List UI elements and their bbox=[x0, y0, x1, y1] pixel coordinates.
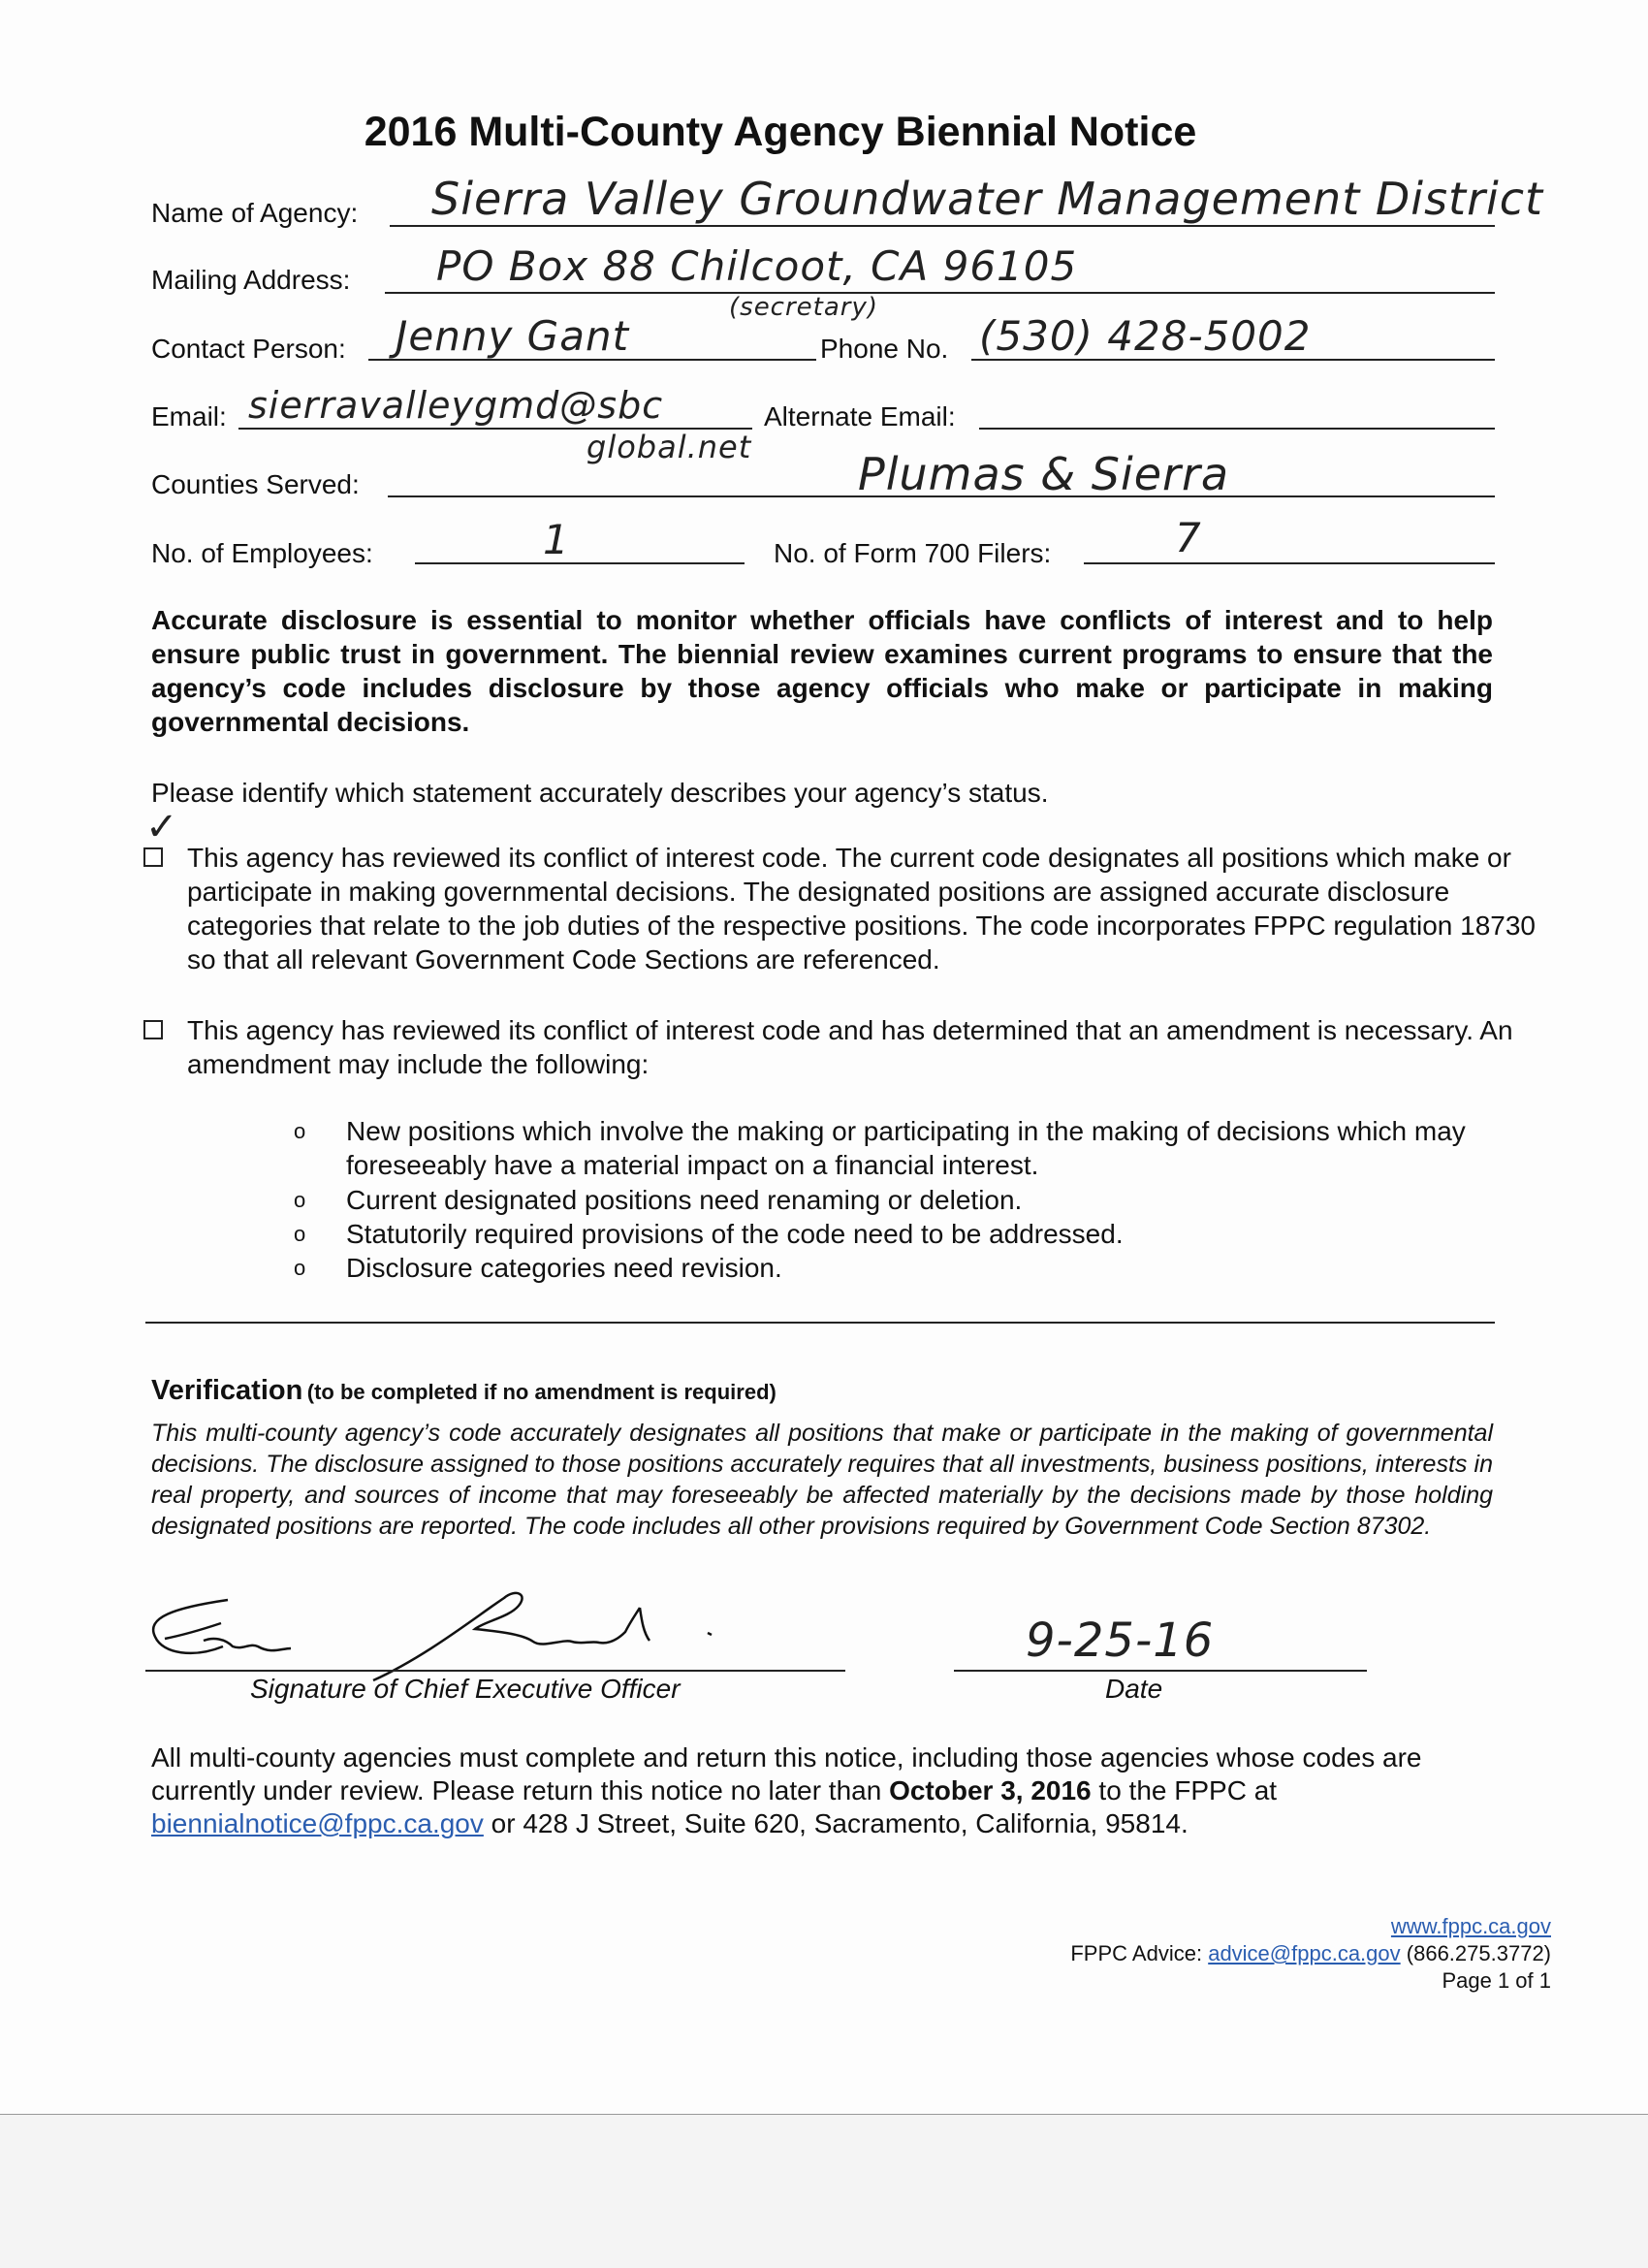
filers-label: No. of Form 700 Filers: bbox=[774, 538, 1052, 568]
option-1-checkbox[interactable] bbox=[143, 847, 163, 867]
alt-email-label: Alternate Email: bbox=[764, 401, 956, 431]
return-instructions-part3: or 428 J Street, Suite 620, Sacramento, California, 95814. bbox=[483, 1808, 1188, 1838]
mailing-label: Mailing Address: bbox=[151, 265, 351, 295]
date-value[interactable]: 9-25-16 bbox=[1026, 1613, 1215, 1668]
advice-email-link[interactable]: advice@fppc.ca.gov bbox=[1208, 1941, 1401, 1965]
option-1-text: This agency has reviewed its conflict of interest code. The current code designates all positions which make or participate in making governmental decisions. The designated positions are assigned accurate disclosure categories that relate to the job duties of the respective positions. The code incorporates FPPC regulation 18730 so that all relevant Government Code Sections are referenced. bbox=[187, 843, 1536, 974]
advice-phone: (866.275.3772) bbox=[1400, 1941, 1551, 1965]
scan-bottom-margin bbox=[0, 2114, 1648, 2268]
agency-line bbox=[390, 225, 1495, 227]
return-instructions-part1: All multi-county agencies must complete and return this notice, including those agencies whose codes are currently under review. Please return this notice no later than bbox=[151, 1742, 1422, 1805]
amendment-bullet-text: New positions which involve the making or participating in the making of decisions which may foreseeably have a material impact on a financial interest. bbox=[346, 1116, 1466, 1180]
alt-email-line[interactable] bbox=[979, 428, 1495, 430]
option-2-checkbox[interactable] bbox=[143, 1020, 163, 1039]
verification-title: Verification bbox=[151, 1375, 303, 1406]
mailing-line bbox=[385, 292, 1495, 294]
page-number: Page 1 of 1 bbox=[1442, 1968, 1551, 1993]
fppc-website-link[interactable]: www.fppc.ca.gov bbox=[1390, 1914, 1551, 1938]
counties-label: Counties Served: bbox=[151, 469, 360, 499]
agency-label: Name of Agency: bbox=[151, 198, 359, 228]
document-title: 2016 Multi-County Agency Biennial Notice bbox=[364, 109, 1197, 155]
verification-heading bbox=[151, 1375, 776, 1407]
identify-prompt: Please identify which statement accurately describes your agency’s status. bbox=[151, 778, 1049, 808]
counties-value[interactable]: Plumas & Sierra bbox=[858, 448, 1230, 500]
section-divider bbox=[145, 1322, 1495, 1324]
advice-line bbox=[1070, 1941, 1551, 1966]
signature-line[interactable] bbox=[145, 1670, 845, 1672]
filers-line bbox=[1084, 562, 1495, 564]
contact-value[interactable]: Jenny Gant bbox=[396, 312, 630, 360]
contact-note: (secretary) bbox=[729, 293, 879, 322]
deadline-date: October 3, 2016 bbox=[889, 1775, 1092, 1805]
bullet-glyph: o bbox=[294, 1119, 306, 1143]
employees-label: No. of Employees: bbox=[151, 538, 373, 568]
return-instructions bbox=[151, 1741, 1508, 1840]
option-1-checkmark: ✓ bbox=[145, 805, 178, 849]
bullet-glyph: o bbox=[294, 1256, 306, 1280]
verification-subtitle: (to be completed if no amendment is required) bbox=[306, 1380, 776, 1404]
phone-value[interactable]: (530) 428-5002 bbox=[979, 312, 1312, 360]
filers-value[interactable]: 7 bbox=[1175, 514, 1202, 561]
website-line bbox=[1391, 1914, 1551, 1939]
bullet-glyph: o bbox=[294, 1188, 306, 1212]
amendment-bullet-text: Statutorily required provisions of the code need to be addressed. bbox=[346, 1219, 1124, 1249]
intro-paragraph: Accurate disclosure is essential to monitor whether officials have conflicts of interest and to help ensure public trust in government. The biennial review examines current programs to ensure that the agency’s code includes disclosure by those agency officials who make or participate in making governmental decisions. bbox=[151, 605, 1493, 737]
email-label: Email: bbox=[151, 401, 227, 431]
date-caption: Date bbox=[1105, 1674, 1163, 1704]
verification-body: This multi-county agency’s code accurately designates all positions that make or participate in the making of governmental decisions. The disclosure assigned to those positions accurately requires that all investments, business positions, interests in real property, and sources of income that may foreseeably be affected materially by the decisions made by those holding designated positions are reported. The code includes all other provisions required by Government Code Section 87302. bbox=[151, 1420, 1493, 1540]
amendment-bullet-text: Disclosure categories need revision. bbox=[346, 1253, 782, 1283]
biennial-notice-email-link[interactable]: biennialnotice@fppc.ca.gov bbox=[151, 1808, 484, 1838]
mailing-value[interactable]: PO Box 88 Chilcoot, CA 96105 bbox=[436, 242, 1078, 290]
employees-value[interactable]: 1 bbox=[543, 516, 570, 563]
employees-line bbox=[415, 562, 745, 564]
advice-label: FPPC Advice: bbox=[1070, 1941, 1209, 1965]
amendment-bullet-text: Current designated positions need renaming or deletion. bbox=[346, 1185, 1023, 1215]
agency-value[interactable]: Sierra Valley Groundwater Management District bbox=[431, 173, 1544, 225]
contact-label: Contact Person: bbox=[151, 334, 346, 364]
bullet-glyph: o bbox=[294, 1222, 306, 1246]
date-line bbox=[954, 1670, 1367, 1672]
return-instructions-part2: to the FPPC at bbox=[1091, 1775, 1278, 1805]
email-value-continued: global.net bbox=[586, 429, 752, 465]
phone-label: Phone No. bbox=[820, 334, 949, 364]
signature-caption: Signature of Chief Executive Officer bbox=[250, 1674, 681, 1704]
email-value[interactable]: sierravalleygmd@sbc bbox=[248, 384, 664, 427]
option-2-text: This agency has reviewed its conflict of interest code and has determined that an amendment is necessary. An amendment may include the following: bbox=[187, 1015, 1513, 1079]
